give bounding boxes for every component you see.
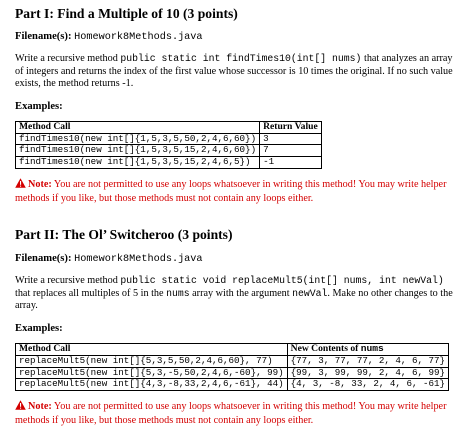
part2-examples-label: Examples:	[15, 322, 63, 334]
table-cell-method-call: findTimes10(new int[]{1,5,3,5,15,2,4,6,60})	[16, 145, 260, 157]
table-cell-method-call: replaceMult5(new int[]{4,3,-8,33,2,4,6,-61}, 44)	[16, 379, 288, 391]
part1-desc-text-2: that analyzes an array of integers and returns the index of the first value whose successor is 10 times the original. If no such value exists, the method returns -1.	[15, 53, 453, 90]
part2-note-label: Note:	[28, 401, 52, 413]
part1-filename-label: Filename(s):	[15, 31, 72, 42]
part2-filename: Homework8Methods.java	[74, 254, 203, 266]
table-cell-new-contents: {4, 3, -8, 33, 2, 4, 6, -61}	[287, 379, 448, 391]
table-header-row	[16, 343, 449, 355]
part2-examples-table	[15, 343, 449, 391]
table-cell-return-value: 7	[260, 145, 322, 157]
table-cell-return-value: -1	[260, 157, 322, 169]
table-cell-method-call: replaceMult5(new int[]{5,3,-5,50,2,4,6,-60}, 99)	[16, 367, 288, 379]
warning-triangle-icon	[15, 400, 26, 415]
part1-method-signature: public static int findTimes10(int[] nums)	[120, 53, 362, 64]
part2-filename-label: Filename(s):	[15, 253, 72, 265]
part1-note-text: You are not permitted to use any loops whatsoever in writing this method! You may write helper methods if you like, but those methods must not contain any loops either.	[15, 178, 447, 204]
table-row	[16, 367, 449, 379]
part2-title: Part II: The Ol’ Switcheroo (3 points)	[15, 227, 233, 243]
table-row	[16, 355, 449, 367]
table-header-new-contents	[287, 343, 448, 355]
table-cell-method-call: findTimes10(new int[]{1,5,3,5,15,2,4,6,5})	[16, 157, 260, 169]
table-cell-return-value: 3	[260, 133, 322, 145]
table-cell-method-call: findTimes10(new int[]{1,5,3,5,50,2,4,6,60})	[16, 133, 260, 145]
part1-title: Part I: Find a Multiple of 10 (3 points)	[15, 6, 238, 21]
table-row	[16, 157, 322, 169]
part2-method-signature: public static void replaceMult5(int[] nums, int newVal)	[120, 275, 444, 287]
part1-examples-table	[15, 121, 322, 169]
table-cell-method-call: replaceMult5(new int[]{5,3,5,50,2,4,6,60}, 77)	[16, 355, 288, 367]
part1-examples-label: Examples:	[15, 100, 63, 112]
table-row	[16, 379, 449, 391]
part1-note	[15, 178, 460, 205]
table-header-row	[16, 121, 322, 133]
part2-note	[15, 400, 460, 427]
part1-desc-text-1: Write a recursive method	[15, 53, 121, 64]
part2-desc-nums: nums	[166, 287, 190, 299]
table-header-method-call: Method Call	[16, 343, 288, 355]
part2-note-text: You are not permitted to use any loops whatsoever in writing this method! You may write helper methods if you like, but those methods must not contain any loops either.	[15, 401, 447, 426]
part2-desc-text-4: . Make no other changes to the array.	[15, 287, 453, 312]
table-header-return-value: Return Value	[260, 121, 322, 133]
table-cell-new-contents: {77, 3, 77, 77, 2, 4, 6, 77}	[287, 355, 448, 367]
part1-description	[15, 53, 460, 91]
part1-note-label: Note:	[28, 178, 52, 190]
table-header-new-contents-prefix: New Contents of	[290, 342, 361, 354]
part2-desc-newval: newVal	[292, 287, 328, 299]
part2-desc-text-2: that replaces all multiples of 5 in the	[15, 287, 167, 299]
part2-desc-text-1: Write a recursive method	[15, 275, 121, 287]
part2-filename-line	[15, 252, 460, 266]
table-cell-new-contents: {99, 3, 99, 99, 2, 4, 6, 99}	[287, 367, 448, 379]
table-row	[16, 133, 322, 145]
table-header-new-contents-code: nums	[360, 342, 384, 354]
part1-filename-line	[15, 30, 460, 44]
warning-triangle-icon	[15, 178, 26, 193]
table-header-method-call: Method Call	[16, 121, 260, 133]
part2-desc-text-3: array with the argument	[189, 287, 293, 299]
part2-description	[15, 275, 460, 313]
part1-filename: Homework8Methods.java	[74, 32, 203, 43]
table-row	[16, 145, 322, 157]
